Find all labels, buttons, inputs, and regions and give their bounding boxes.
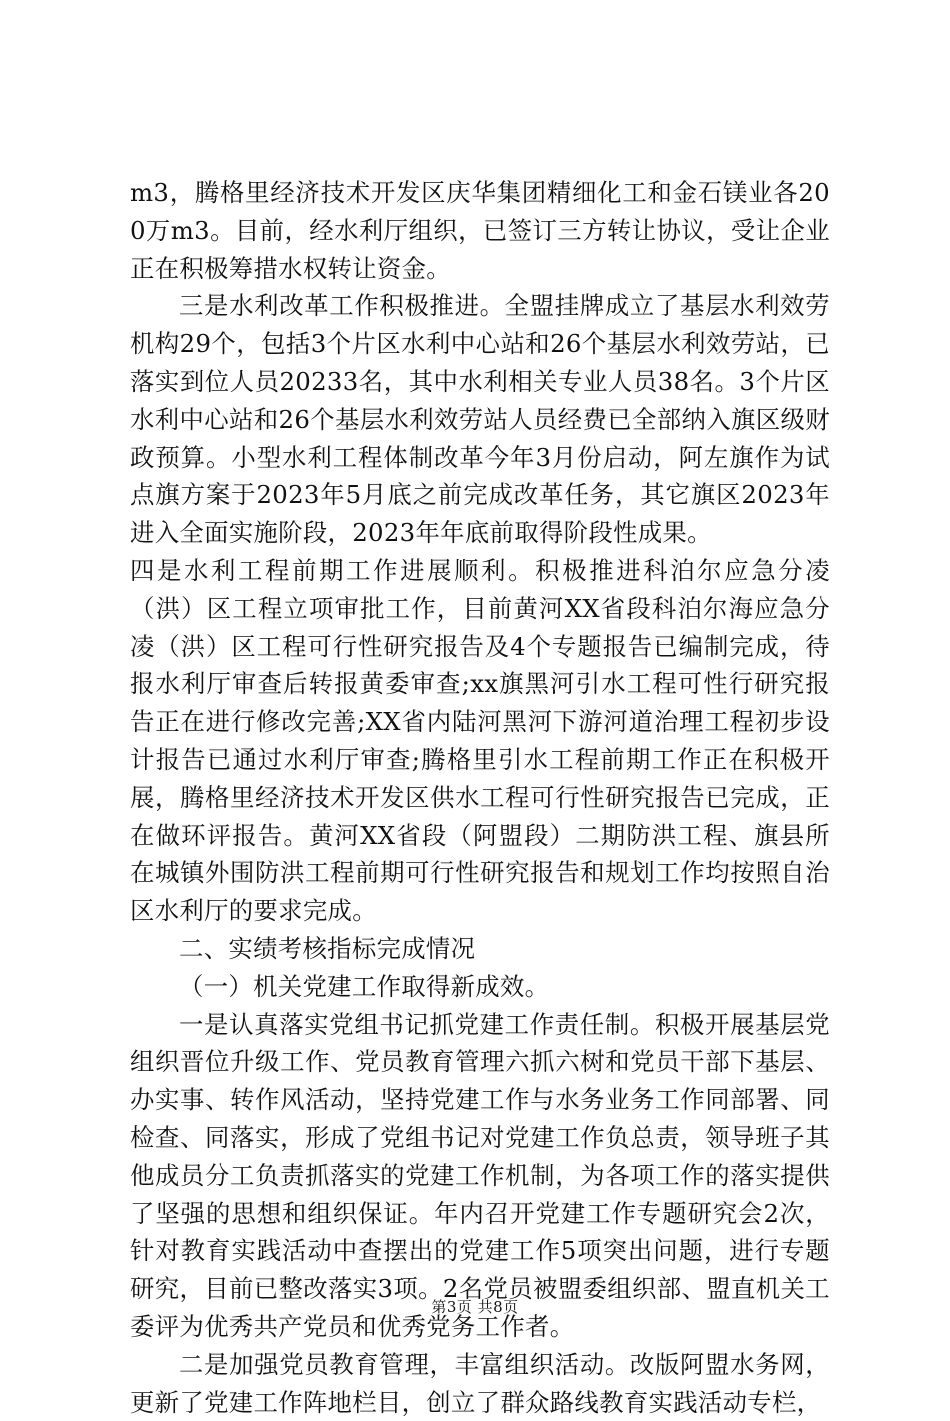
paragraph-party-education: 二是加强党员教育管理，丰富组织活动。改版阿盟水务网，更新了党建工作阵地栏目，创立了群众路线教育实践活动专栏， (130, 1349, 830, 1417)
page-number-footer: 第3页 共8页 (431, 1298, 519, 1316)
subsection-heading: （一）机关党建工作取得新成效。 (179, 971, 550, 1001)
paragraph-party-responsibility: 一是认真落实党组书记抓党建工作责任制。积极开展基层党组织晋位升级工作、党员教育管理六抓六树和党员干部下基层、办实事、转作风活动，坚持党建工作与水务业务工作同部署、同检查、同落实，形成了党组书记对党建工作负总责，领导班子其他成员分工负责抓落实的党建工作机制，为各项工作的落实提供了坚强的思想和组织保证。年内召开党建工作专题研究会2次，针对教育实践活动中查摆出的党建工作5项突出问题，进行专题研究，目前已整改落实3项。2名党员被盟委组织部、盟直机关工委评为优秀共产党员和优秀党务工作者。 (130, 1009, 830, 1341)
document-body (130, 174, 830, 1421)
paragraph-continuation: m3，腾格里经济技术开发区庆华集团精细化工和金石镁业各200万m3。目前，经水利厅组织，已签订三方转让协议，受让企业正在积极筹措水权转让资金。 (130, 178, 830, 283)
section-heading: 二、实绩考核指标完成情况 (179, 933, 476, 963)
paragraph-water-reform: 三是水利改革工作积极推进。全盟挂牌成立了基层水利效劳机构29个，包括3个片区水利中心站和26个基层水利效劳站，已落实到位人员20233名，其中水利相关专业人员38名。3个片区水利中心站和26个基层水利效劳站人员经费已全部纳入旗区级财政预算。小型水利工程体制改革今年3月份启动，阿左旗作为试点旗方案于2023年5月底之前完成改革任务，其它旗区2023年进入全面实施阶段，2023年年底前取得阶段性成果。 (130, 291, 830, 548)
paragraph-preliminary-work: 四是水利工程前期工作进展顺利。积极推进科泊尔应急分凌（洪）区工程立项审批工作，目前黄河XX省段科泊尔海应急分凌（洪）区工程可行性研究报告及4个专题报告已编制完成，待报水利厅审查后转报黄委审查;xx旗黑河引水工程可性行研究报告正在进行修改完善;XX省内陆河黑河下游河道治理工程初步设计报告已通过水利厅审查;腾格里引水工程前期工作正在积极开展，腾格里经济技术开发区供水工程可行性研究报告已完成，正在做环评报告。黄河XX省段（阿盟段）二期防洪工程、旗县所在城镇外围防洪工程前期可行性研究报告和规划工作均按照自治区水利厅的要求完成。 (130, 555, 830, 926)
